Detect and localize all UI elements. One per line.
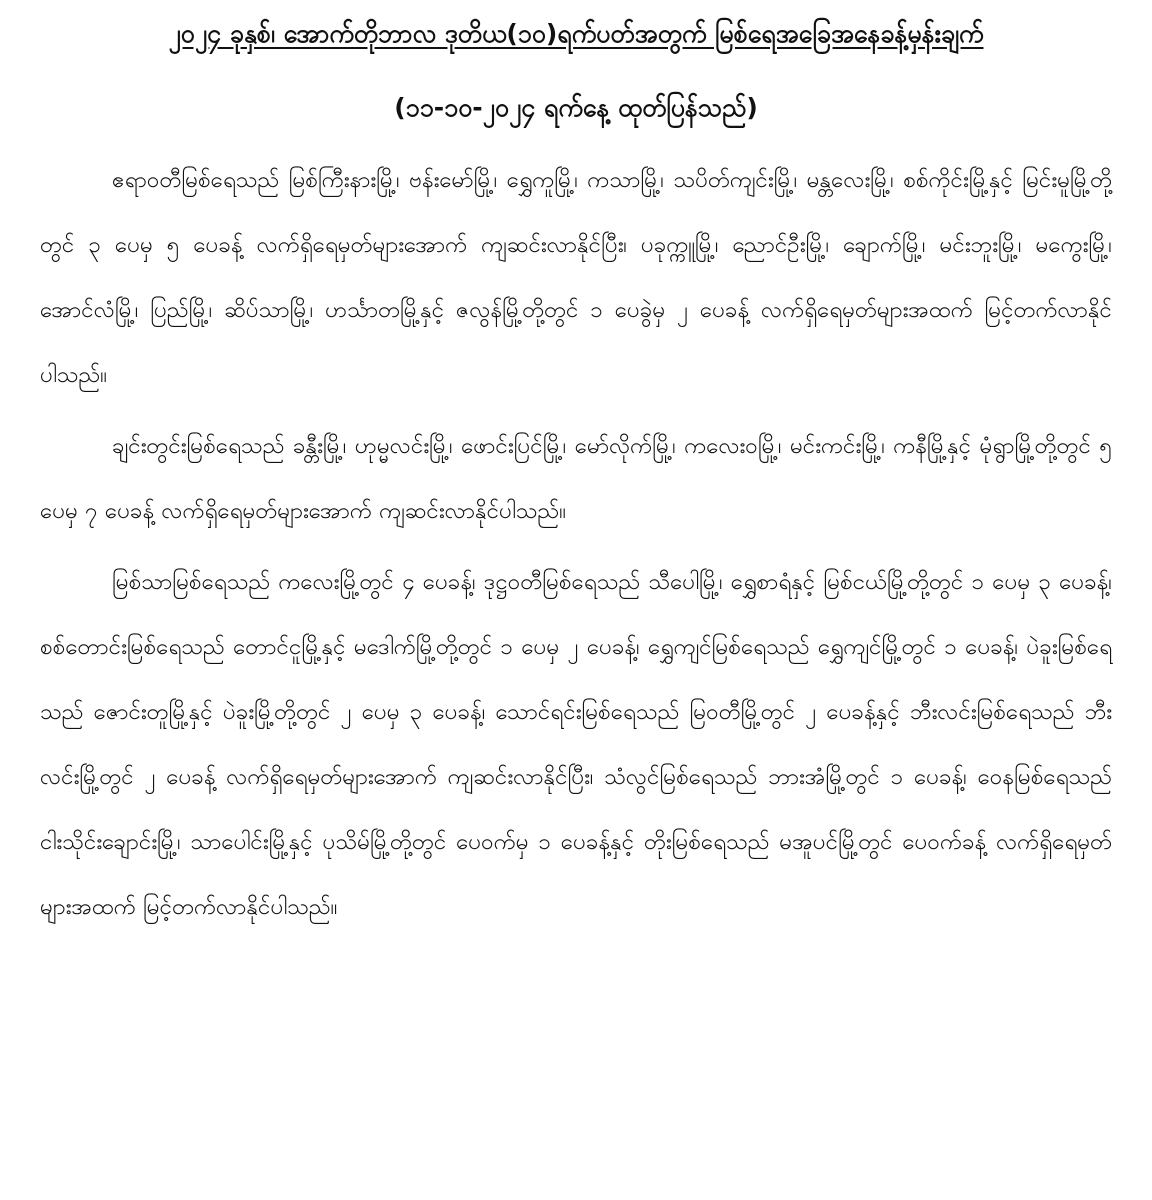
paragraph-other-rivers: မြစ်သာမြစ်ရေသည် ကလေးမြို့တွင် ၄ ပေခန့်၊ ဒုဋ္ဌဝတီမြစ်ရေသည် သီပေါမြို့၊ ရွှေစာရံနှင့် မြစ်ငယ်မြို့တို့တွင် ၁ ပေမှ ၃ ပေခန့်၊ စစ်တောင်းမြစ်ရေသည် တောင်ငူမြို့နှင့် မဒေါက်မြို့တို့တွင် ၁ ပေမှ ၂ ပေခန့်၊ ရွှေကျင်မြစ်ရေသည် ရွှေကျင်မြို့တွင် ၁ ပေခန့်၊ ပဲခူးမြစ်ရေသည် ဇောင်းတူမြို့နှင့် ပဲခူးမြို့တို့တွင် ၂ ပေမှ ၃ ပေခန့်၊ သောင်ရင်းမြစ်ရေသည် မြဝတီမြို့တွင် ၂ ပေခန့်နှင့် ဘီးလင်းမြစ်ရေသည် ဘီးလင်းမြို့တွင် ၂ ပေခန့် လက်ရှိရေမှတ်များအောက် ကျဆင်းလာနိုင်ပြီး၊ သံလွင်မြစ်ရေသည် ဘားအံမြို့တွင် ၁ ပေခန့်၊ ဝေနမြစ်ရေသည် ငါးသိုင်းချောင်းမြို့၊ သာပေါင်းမြို့နှင့် ပုသိမ်မြို့တို့တွင် ပေဝက်မှ ၁ ပေခန့်နှင့် တိုးမြစ်ရေသည် မအူပင်မြို့တွင် ပေဝက်ခန့် လက်ရှိရေမှတ်များအထက် မြင့်တက်လာနိုင်ပါသည်။ xyxy=(40,569,1112,920)
paragraph-chindwin: ချင်းတွင်းမြစ်ရေသည် ခန္တီးမြို့၊ ဟုမ္မလင်းမြို့၊ ဖောင်းပြင်မြို့၊ မော်လိုက်မြို့၊ ကလေးဝမြို့၊ မင်းကင်းမြို့၊ ကနီမြို့နှင့် မုံရွာမြို့တို့တွင် ၅ ပေမှ ၇ ပေခန့် လက်ရှိရေမှတ်များအောက် ကျဆင်းလာနိုင်ပါသည်။ xyxy=(40,433,1112,524)
document-title-text: ၂၀၂၄ ခုနှစ်၊ အောက်တိုဘာလ ဒုတိယ(၁၀)ရက်ပတ်အတွက် မြစ်ရေအခြေအနေခန့်မှန်းချက် xyxy=(168,19,984,48)
document-title xyxy=(40,14,1112,54)
paragraph-ayeyarwady: ဧရာဝတီမြစ်ရေသည် မြစ်ကြီးနားမြို့၊ ဗန်းမော်မြို့၊ ရွှေကူမြို့၊ ကသာမြို့၊ သပိတ်ကျင်းမြို့၊ မန္တလေးမြို့၊ စစ်ကိုင်းမြို့နှင့် မြင်းမူမြို့တို့တွင် ၃ ပေမှ ၅ ပေခန့် လက်ရှိရေမှတ်များအောက် ကျဆင်းလာနိုင်ပြီး၊ ပခုက္ကူမြို့၊ ညောင်ဦးမြို့၊ ချောက်မြို့၊ မင်းဘူးမြို့၊ မကွေးမြို့၊ အောင်လံမြို့၊ ပြည်မြို့၊ ဆိပ်သာမြို့၊ ဟင်္သာတမြို့နှင့် ဇလွန်မြို့တို့တွင် ၁ ပေခွဲမှ ၂ ပေခန့် လက်ရှိရေမှတ်များအထက် မြင့်တက်လာနိုင်ပါသည်။ xyxy=(40,167,1112,388)
document-subtitle: (၁၁-၁၀-၂၀၂၄ ရက်နေ့ ထုတ်ပြန်သည်) xyxy=(394,93,758,122)
